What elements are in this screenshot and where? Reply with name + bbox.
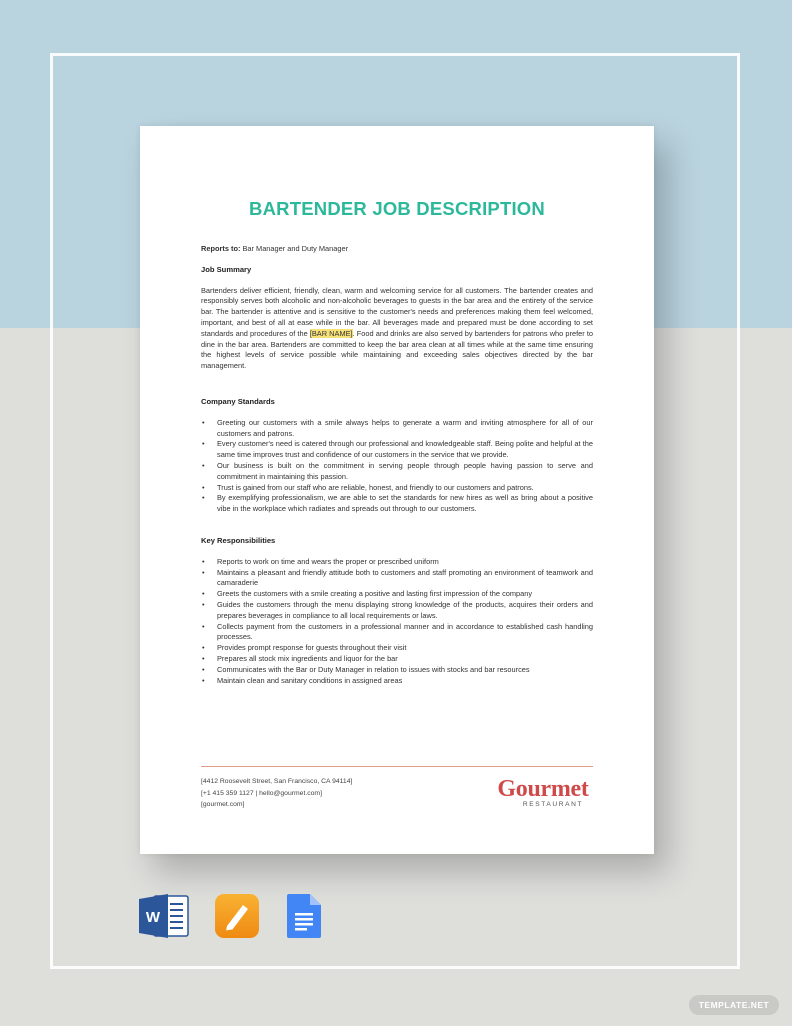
reports-to-value: Bar Manager and Duty Manager: [242, 244, 349, 253]
document-title: BARTENDER JOB DESCRIPTION: [249, 198, 545, 219]
company-standards-list: [201, 418, 593, 515]
watermark-badge: TEMPLATE.NET: [689, 995, 779, 1015]
company-standards-heading: Company Standards: [201, 396, 275, 406]
reports-to: [201, 244, 593, 255]
list-item: • By exemplifying professionalism, we are able to set the standards for new hires as well as bring about a positive vibe in the workplace which radiates and spreads out through to our customers.: [217, 493, 593, 515]
word-icon[interactable]: [138, 893, 190, 944]
bar-name-placeholder: [BAR NAME]: [309, 328, 353, 338]
footer-address-block: [201, 776, 352, 811]
list-item: • Prepares all stock mix ingredients and liquor for the bar: [217, 654, 593, 665]
key-responsibilities-list: [201, 557, 593, 687]
list-item: • Collects payment from the customers in a professional manner and in accordance to established cash handling processes.: [217, 622, 593, 644]
svg-text:W: W: [145, 909, 161, 926]
list-item: • Guides the customers through the menu displaying strong knowledge of the products, acquires their orders and prepares beverages in compliance to all local requirements or laws.: [217, 600, 593, 622]
pages-icon[interactable]: [214, 893, 260, 944]
footer-address: [4412 Roosevelt Street, San Francisco, CA 94114]: [201, 778, 353, 785]
footer-contact: [+1 415 359 1127 | hello@gourmet.com]: [201, 789, 322, 797]
summary-text-part-2: . Food and drinks are also served by bartenders for patrons who prefer to dine in the bar area. Bartenders are committed to keep the bar area clean at all times while at the same time ensuring the highest levels of service possible while maintaining and exceeding sales objectives directed by the bar management.: [201, 328, 593, 371]
list-item: • Greets the customers with a smile creating a positive and lasting first impression of the company: [217, 589, 593, 600]
document-body: [201, 244, 593, 707]
list-item: • Provides prompt response for guests throughout their visit: [217, 643, 593, 654]
job-summary-text: [201, 286, 593, 372]
reports-to-label: Reports to:: [201, 244, 241, 253]
logo-name: Gourmet: [497, 776, 589, 802]
list-item: • Every customer's need is catered through our professional and knowledgeable staff. Being polite and helpful at the same time improves trust and confidence of our customers in the service that we provide.: [217, 439, 593, 461]
list-item: • Greeting our customers with a smile always helps to generate a warm and inviting atmosphere for all of our customers and patrons.: [217, 418, 593, 440]
list-item: • Reports to work on time and wears the proper or prescribed uniform: [217, 557, 593, 568]
list-item: • Our business is built on the commitment in serving people through people having passion to serve and commitment in maintaining this passion.: [217, 461, 593, 483]
key-responsibilities-heading: Key Responsibilities: [201, 535, 276, 545]
list-item: • Maintain clean and sanitary conditions in assigned areas: [217, 676, 593, 687]
list-item: • Maintains a pleasant and friendly attitude both to customers and staff promoting an environment of teamwork and camaraderie: [217, 568, 593, 590]
company-logo: [493, 777, 593, 808]
list-item: • Communicates with the Bar or Duty Manager in relation to issues with stocks and bar resources: [217, 665, 593, 676]
summary-text-part-1: Bartenders deliver efficient, friendly, clean, warm and welcoming service for all customers. The bartender creates and responsibly serves both alcoholic and non-alcoholic beverages to guests in the bar area and the entirety of the service bar. The bartender is attentive and is sensitive to the customer's needs and preferences making them feel welcomed, important, and best of all at ease while in the bar. All beverages made and prepared must be done according to set standards and procedures of the: [201, 285, 593, 338]
footer-divider: [201, 766, 593, 767]
footer-website: [gourmet.com]: [201, 801, 245, 808]
document-page: [140, 126, 654, 854]
job-summary-heading: Job Summary: [201, 264, 252, 274]
logo-subtitle: RESTAURANT: [522, 801, 584, 808]
list-item: • Trust is gained from our staff who are reliable, honest, and friendly to our customers and patrons.: [217, 483, 593, 494]
google-docs-icon[interactable]: [286, 893, 322, 944]
